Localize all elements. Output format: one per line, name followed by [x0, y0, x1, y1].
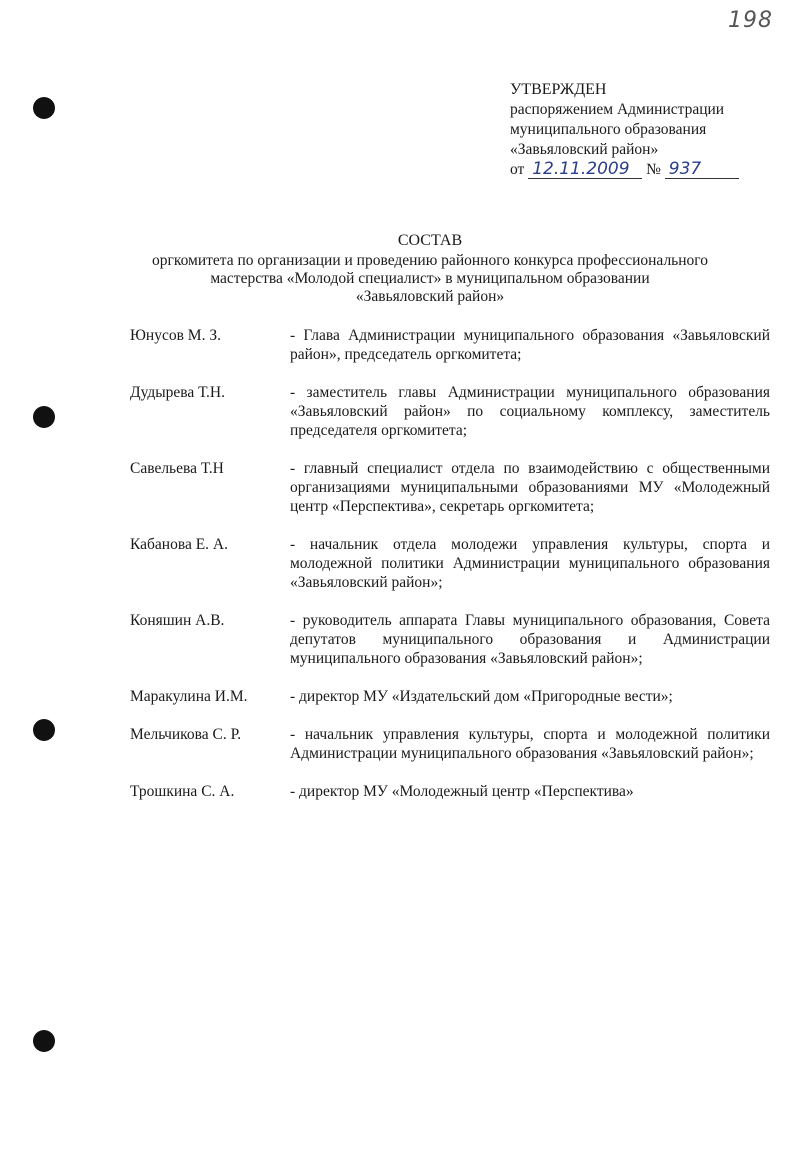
approval-line: «Завьяловский район»	[510, 141, 659, 158]
member-role: - директор МУ «Издательский дом «Пригородные вести»;	[290, 688, 673, 705]
member-role: - руководитель аппарата Главы муниципального образования, Совета депутатов муниципального образования и Администрации муниципального образования «Завьяловский район»;	[290, 612, 770, 667]
member-row	[130, 535, 770, 592]
member-role: - начальник отдела молодежи управления культуры, спорта и молодежной политики Администрации муниципального образования «Завьяловский район»;	[290, 536, 770, 591]
punch-hole	[33, 719, 55, 741]
page-number: 198	[728, 8, 773, 33]
member-name: Кабанова Е. А.	[130, 536, 228, 553]
approval-date-line	[510, 160, 739, 180]
punch-hole	[33, 406, 55, 428]
member-name: Дудырева Т.Н.	[130, 384, 226, 401]
member-role: - заместитель главы Администрации муниципального образования «Завьяловский район» по социальному комплексу, заместитель председателя оргкомитета;	[290, 384, 770, 439]
punch-hole	[33, 97, 55, 119]
number-prefix: №	[646, 161, 661, 178]
member-row	[130, 782, 770, 801]
handwritten-date: 12.11.2009	[528, 161, 642, 179]
member-row	[130, 459, 770, 516]
approval-block	[510, 80, 739, 180]
member-row	[130, 611, 770, 668]
member-role: - главный специалист отдела по взаимодействию с общественными организациями муниципальными образованиями МУ «Молодежный центр «Перспектива», секретарь оргкомитета;	[290, 460, 770, 515]
heading-line: «Завьяловский район»	[355, 288, 505, 305]
member-row	[130, 725, 770, 763]
document-heading	[100, 232, 760, 306]
approval-title: УТВЕРЖДЕН	[510, 81, 607, 98]
member-name: Юнусов М. З.	[130, 327, 221, 344]
date-prefix: от	[510, 161, 525, 178]
member-name: Трошкина С. А.	[130, 783, 235, 800]
member-role: - директор МУ «Молодежный центр «Перспектива»	[290, 783, 634, 800]
member-name: Маракулина И.М.	[130, 688, 248, 705]
punch-hole	[33, 1030, 55, 1052]
committee-members-list	[130, 326, 770, 820]
member-role: - Глава Администрации муниципального образования «Завьяловский район», председатель оргкомитета;	[290, 327, 770, 363]
member-name: Савельева Т.Н	[130, 460, 224, 477]
member-name: Коняшин А.В.	[130, 612, 225, 629]
document-title: СОСТАВ	[397, 232, 463, 249]
approval-line: муниципального образования	[510, 121, 707, 138]
heading-line: оргкомитета по организации и проведению районного конкурса профессионального	[151, 252, 709, 269]
handwritten-number: 937	[665, 161, 739, 179]
heading-line: мастерства «Молодой специалист» в муниципальном образовании	[210, 270, 650, 287]
member-name: Мельчикова С. Р.	[130, 726, 242, 743]
member-row	[130, 383, 770, 440]
approval-line: распоряжением Администрации	[510, 101, 725, 118]
member-row	[130, 326, 770, 364]
member-role: - начальник управления культуры, спорта и молодежной политики Администрации муниципального образования «Завьяловский район»;	[290, 726, 770, 762]
member-row	[130, 687, 770, 706]
